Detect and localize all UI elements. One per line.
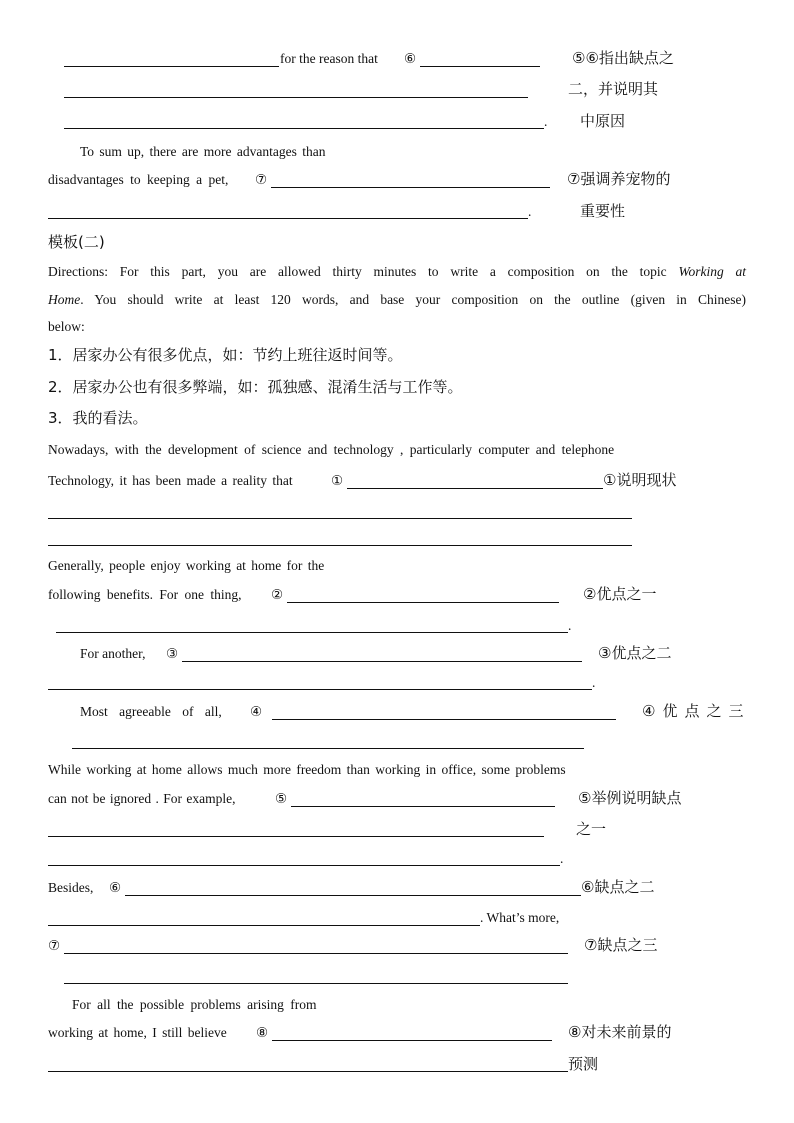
body-text: Besides, bbox=[48, 880, 94, 895]
blank-line[interactable] bbox=[182, 661, 582, 662]
body-text: can not be ignored . For example, bbox=[48, 791, 236, 806]
margin-note: ①说明现状 bbox=[603, 471, 677, 489]
body-text: . What’s more, bbox=[480, 910, 560, 925]
body-text: Technology, it has been made a reality that bbox=[48, 473, 293, 488]
margin-note: ⑤举例说明缺点 bbox=[578, 789, 682, 807]
blank-line[interactable] bbox=[64, 128, 544, 129]
period: . bbox=[528, 204, 532, 219]
blank-line[interactable] bbox=[347, 488, 603, 489]
body-text: For another, bbox=[80, 646, 146, 661]
circled-number-6: ⑥ bbox=[109, 880, 122, 895]
blank-line[interactable] bbox=[64, 953, 568, 954]
sum-up-text: disadvantages to keeping a pet, bbox=[48, 172, 229, 187]
period: . bbox=[568, 618, 572, 633]
circled-number-7: ⑦ bbox=[255, 172, 268, 187]
blank-line[interactable] bbox=[48, 689, 592, 690]
blank-line[interactable] bbox=[48, 1071, 568, 1072]
directions-text: Directions: For this part, you are allowed thirty minutes to write a composition on the topic bbox=[48, 264, 667, 279]
blank-line[interactable] bbox=[48, 925, 480, 926]
circled-number-4: ④ bbox=[250, 704, 263, 719]
directions-line bbox=[48, 292, 746, 308]
margin-note: ⑥缺点之二 bbox=[581, 878, 655, 896]
body-text: While working at home allows much more freedom than working in office, some problems bbox=[48, 762, 566, 777]
topic-title: Working at bbox=[678, 264, 746, 279]
margin-note: ⑧对未来前景的 bbox=[568, 1023, 672, 1041]
margin-note: 之一 bbox=[576, 820, 607, 838]
section-heading: 模板(二) bbox=[48, 233, 105, 251]
circled-number-5: ⑤ bbox=[275, 791, 288, 806]
body-text: For all the possible problems arising from bbox=[72, 997, 317, 1012]
body-text: following benefits. For one thing, bbox=[48, 587, 242, 602]
topic-title: Home bbox=[48, 292, 81, 307]
circled-number-6: ⑥ bbox=[404, 51, 417, 66]
blank-line[interactable] bbox=[420, 66, 540, 67]
period: . bbox=[592, 675, 596, 690]
blank-line[interactable] bbox=[48, 865, 560, 866]
blank-line[interactable] bbox=[72, 748, 584, 749]
blank-line[interactable] bbox=[48, 836, 544, 837]
sum-up-text: To sum up, there are more advantages than bbox=[80, 144, 326, 159]
margin-note: ④优点之三 bbox=[642, 702, 751, 720]
circled-number-3: ③ bbox=[166, 646, 179, 661]
blank-line[interactable] bbox=[125, 895, 581, 896]
margin-note: ⑦强调养宠物的 bbox=[567, 170, 671, 188]
margin-note: 中原因 bbox=[580, 112, 626, 130]
margin-note: 预测 bbox=[568, 1055, 599, 1073]
blank-line[interactable] bbox=[287, 602, 559, 603]
circled-number-8: ⑧ bbox=[256, 1025, 269, 1040]
reason-text: for the reason that bbox=[280, 51, 378, 66]
directions-line bbox=[48, 264, 746, 280]
margin-note: 重要性 bbox=[580, 202, 626, 220]
body-text: Most agreeable of all, bbox=[80, 704, 222, 719]
blank-line[interactable] bbox=[64, 983, 568, 984]
blank-line[interactable] bbox=[272, 719, 616, 720]
body-text: Nowadays, with the development of science and technology , particularly computer and telephone bbox=[48, 442, 615, 457]
directions-text: below: bbox=[48, 319, 85, 334]
blank-line[interactable] bbox=[48, 518, 632, 519]
blank-line[interactable] bbox=[48, 218, 528, 219]
blank-line[interactable] bbox=[271, 187, 550, 188]
blank-line[interactable] bbox=[64, 66, 279, 67]
blank-line[interactable] bbox=[48, 545, 632, 546]
outline-item: 1．居家办公有很多优点，如：节约上班往返时间等。 bbox=[48, 346, 403, 364]
period: . bbox=[544, 114, 548, 129]
margin-note: ⑦缺点之三 bbox=[584, 936, 658, 954]
blank-line[interactable] bbox=[56, 632, 568, 633]
body-text: working at home, I still believe bbox=[48, 1025, 227, 1040]
blank-line[interactable] bbox=[64, 97, 528, 98]
outline-item: 3．我的看法。 bbox=[48, 409, 148, 427]
outline-item: 2．居家办公也有很多弊端，如：孤独感、混淆生活与工作等。 bbox=[48, 378, 463, 396]
blank-line[interactable] bbox=[272, 1040, 552, 1041]
margin-note: 二，并说明其 bbox=[568, 80, 659, 98]
circled-number-1: ① bbox=[331, 473, 344, 488]
body-text: Generally, people enjoy working at home for the bbox=[48, 558, 325, 573]
circled-number-2: ② bbox=[271, 587, 284, 602]
margin-note: ②优点之一 bbox=[583, 585, 657, 603]
circled-number-7: ⑦ bbox=[48, 938, 61, 953]
margin-note: ③优点之二 bbox=[598, 644, 672, 662]
blank-line[interactable] bbox=[291, 806, 555, 807]
directions-text: . You should write at least 120 words, and base your composition on the outline (given in Chinese) bbox=[80, 292, 746, 307]
margin-note: ⑤⑥指出缺点之 bbox=[572, 49, 674, 67]
period: . bbox=[560, 851, 564, 866]
